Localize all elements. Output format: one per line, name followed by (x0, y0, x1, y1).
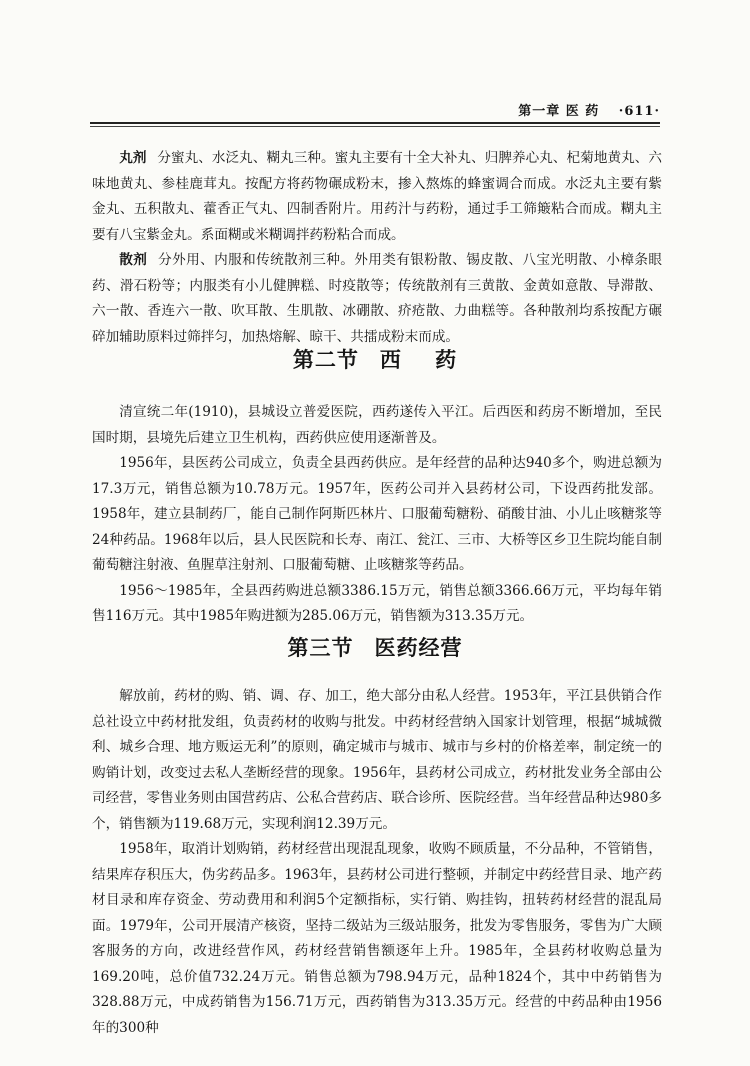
section-heading-pharma-business (90, 632, 660, 662)
term-powders: 散剂 (119, 252, 148, 268)
paragraph: 解放前，药材的购、销、调、存、加工，绝大部分由私人经营。1953年，平江县供销合作总社设立中药材批发组，负责药材的收购与批发。中药材经营纳入国家计划管理，根据“城城微利、城乡合理、地方贩运无利”的原则，确定城市与城市、城市与乡村的价格差率，制定统一的购销计划，改变过去私人垄断经营的现象。1956年，县药材公司成立，药材批发业务全部由公司经营，零售业务则由国营药店、公私合营药店、联合诊所、医院经营。当年经营品种达980多个，销售额为119.68万元，实现利润12.39万元。 (92, 688, 662, 832)
section2-body (92, 400, 662, 630)
paragraph: 1956～1985年，全县西药购进总额3386.15万元，销售总额3366.66万元，平均每年销售116万元。其中1985年购进额为285.06万元，销售额为313.35万元。 (92, 582, 662, 624)
header-rule (90, 122, 660, 124)
section-number: 第三节 (287, 636, 354, 660)
section-title: 西 药 (379, 348, 458, 372)
header-rule-thin (90, 126, 660, 127)
paragraph-pills (92, 146, 662, 248)
intro-block (92, 146, 662, 350)
paragraph: 1958年，取消计划购销，药材经营出现混乱现象，收购不顾质量，不分品种，不管销售，结果库存积压大，伪劣药品多。1963年，县药材公司进行整顿，并制定中药经营目录、地产药材目录和库存资金、劳动费用和利润5个定额指标，实行销、购挂钩，扭转药材经营的混乱局面。1979年，公司开展清产核资，坚持二级站为三级站服务，批发为零售服务，零售为广大顾客服务的方向，改进经营作风，药材经营销售额逐年上升。1985年，全县药材收购总量为169.20吨，总价值732.24万元。销售总额为798.94万元，品种1824个，其中中药销售为328.88万元，中成药销售为156.71万元，西药销售为313.35万元。经营的中药品种由1956年的300种 (92, 841, 662, 1036)
chapter-title: 第一章 医 药 (518, 104, 600, 119)
paragraph: 1956年，县医药公司成立，负责全县西药供应。是年经营的品种达940多个，购进总额为17.3万元，销售总额为10.78万元。1957年，医药公司并入县药材公司，下设西药批发部。1958年，建立县制药厂，能自己制作阿斯匹林片、口服葡萄糖粉、硝酸甘油、小儿止咳糖浆等24种药品。1968年以后，县人民医院和长寿、南江、瓮江、三市、大桥等区乡卫生院均能自制葡萄糖注射液、鱼腥草注射剂、口服葡萄糖、止咳糖浆等药品。 (92, 455, 662, 573)
paragraph-text: 分蜜丸、水泛丸、糊丸三种。蜜丸主要有十全大补丸、归脾养心丸、杞菊地黄丸、六味地黄丸、参桂鹿茸丸。按配方将药物碾成粉末，掺入熬炼的蜂蜜调合而成。水泛丸主要有紫金丸、五积散丸、藿香正气丸、四制香附片。用药汁与药粉，通过手工筛簸粘合而成。糊丸主要有八宝紫金丸。系面糊或米糊调拌药粉粘合而成。 (92, 150, 662, 243)
section-title: 医药经营 (374, 636, 463, 660)
term-pills: 丸剂 (119, 150, 147, 166)
section-heading-western-medicine (90, 344, 660, 374)
section3-body (92, 684, 662, 1041)
paragraph: 清宣统二年(1910)，县城设立普爱医院，西药遂传入平江。后西医和药房不断增加，至民国时期，县境先后建立卫生机构，西药供应使用逐渐普及。 (92, 404, 662, 446)
paragraph-text: 分外用、内服和传统散剂三种。外用类有银粉散、锡皮散、八宝光明散、小樟条眼药、滑石粉等；内服类有小儿健脾糕、时疫散等；传统散剂有三黄散、金黄如意散、导滞散、六一散、香连六一散、吹耳散、生肌散、冰硼散、疥疮散、力曲糕等。各种散剂均系按配方碾碎加辅助原料过筛拌匀，加热熔解、晾干、共擂成粉末而成。 (92, 252, 663, 345)
running-header (90, 100, 660, 119)
page-number: ·611· (618, 104, 660, 119)
paragraph-powders (92, 248, 662, 350)
section-number: 第二节 (292, 348, 359, 372)
